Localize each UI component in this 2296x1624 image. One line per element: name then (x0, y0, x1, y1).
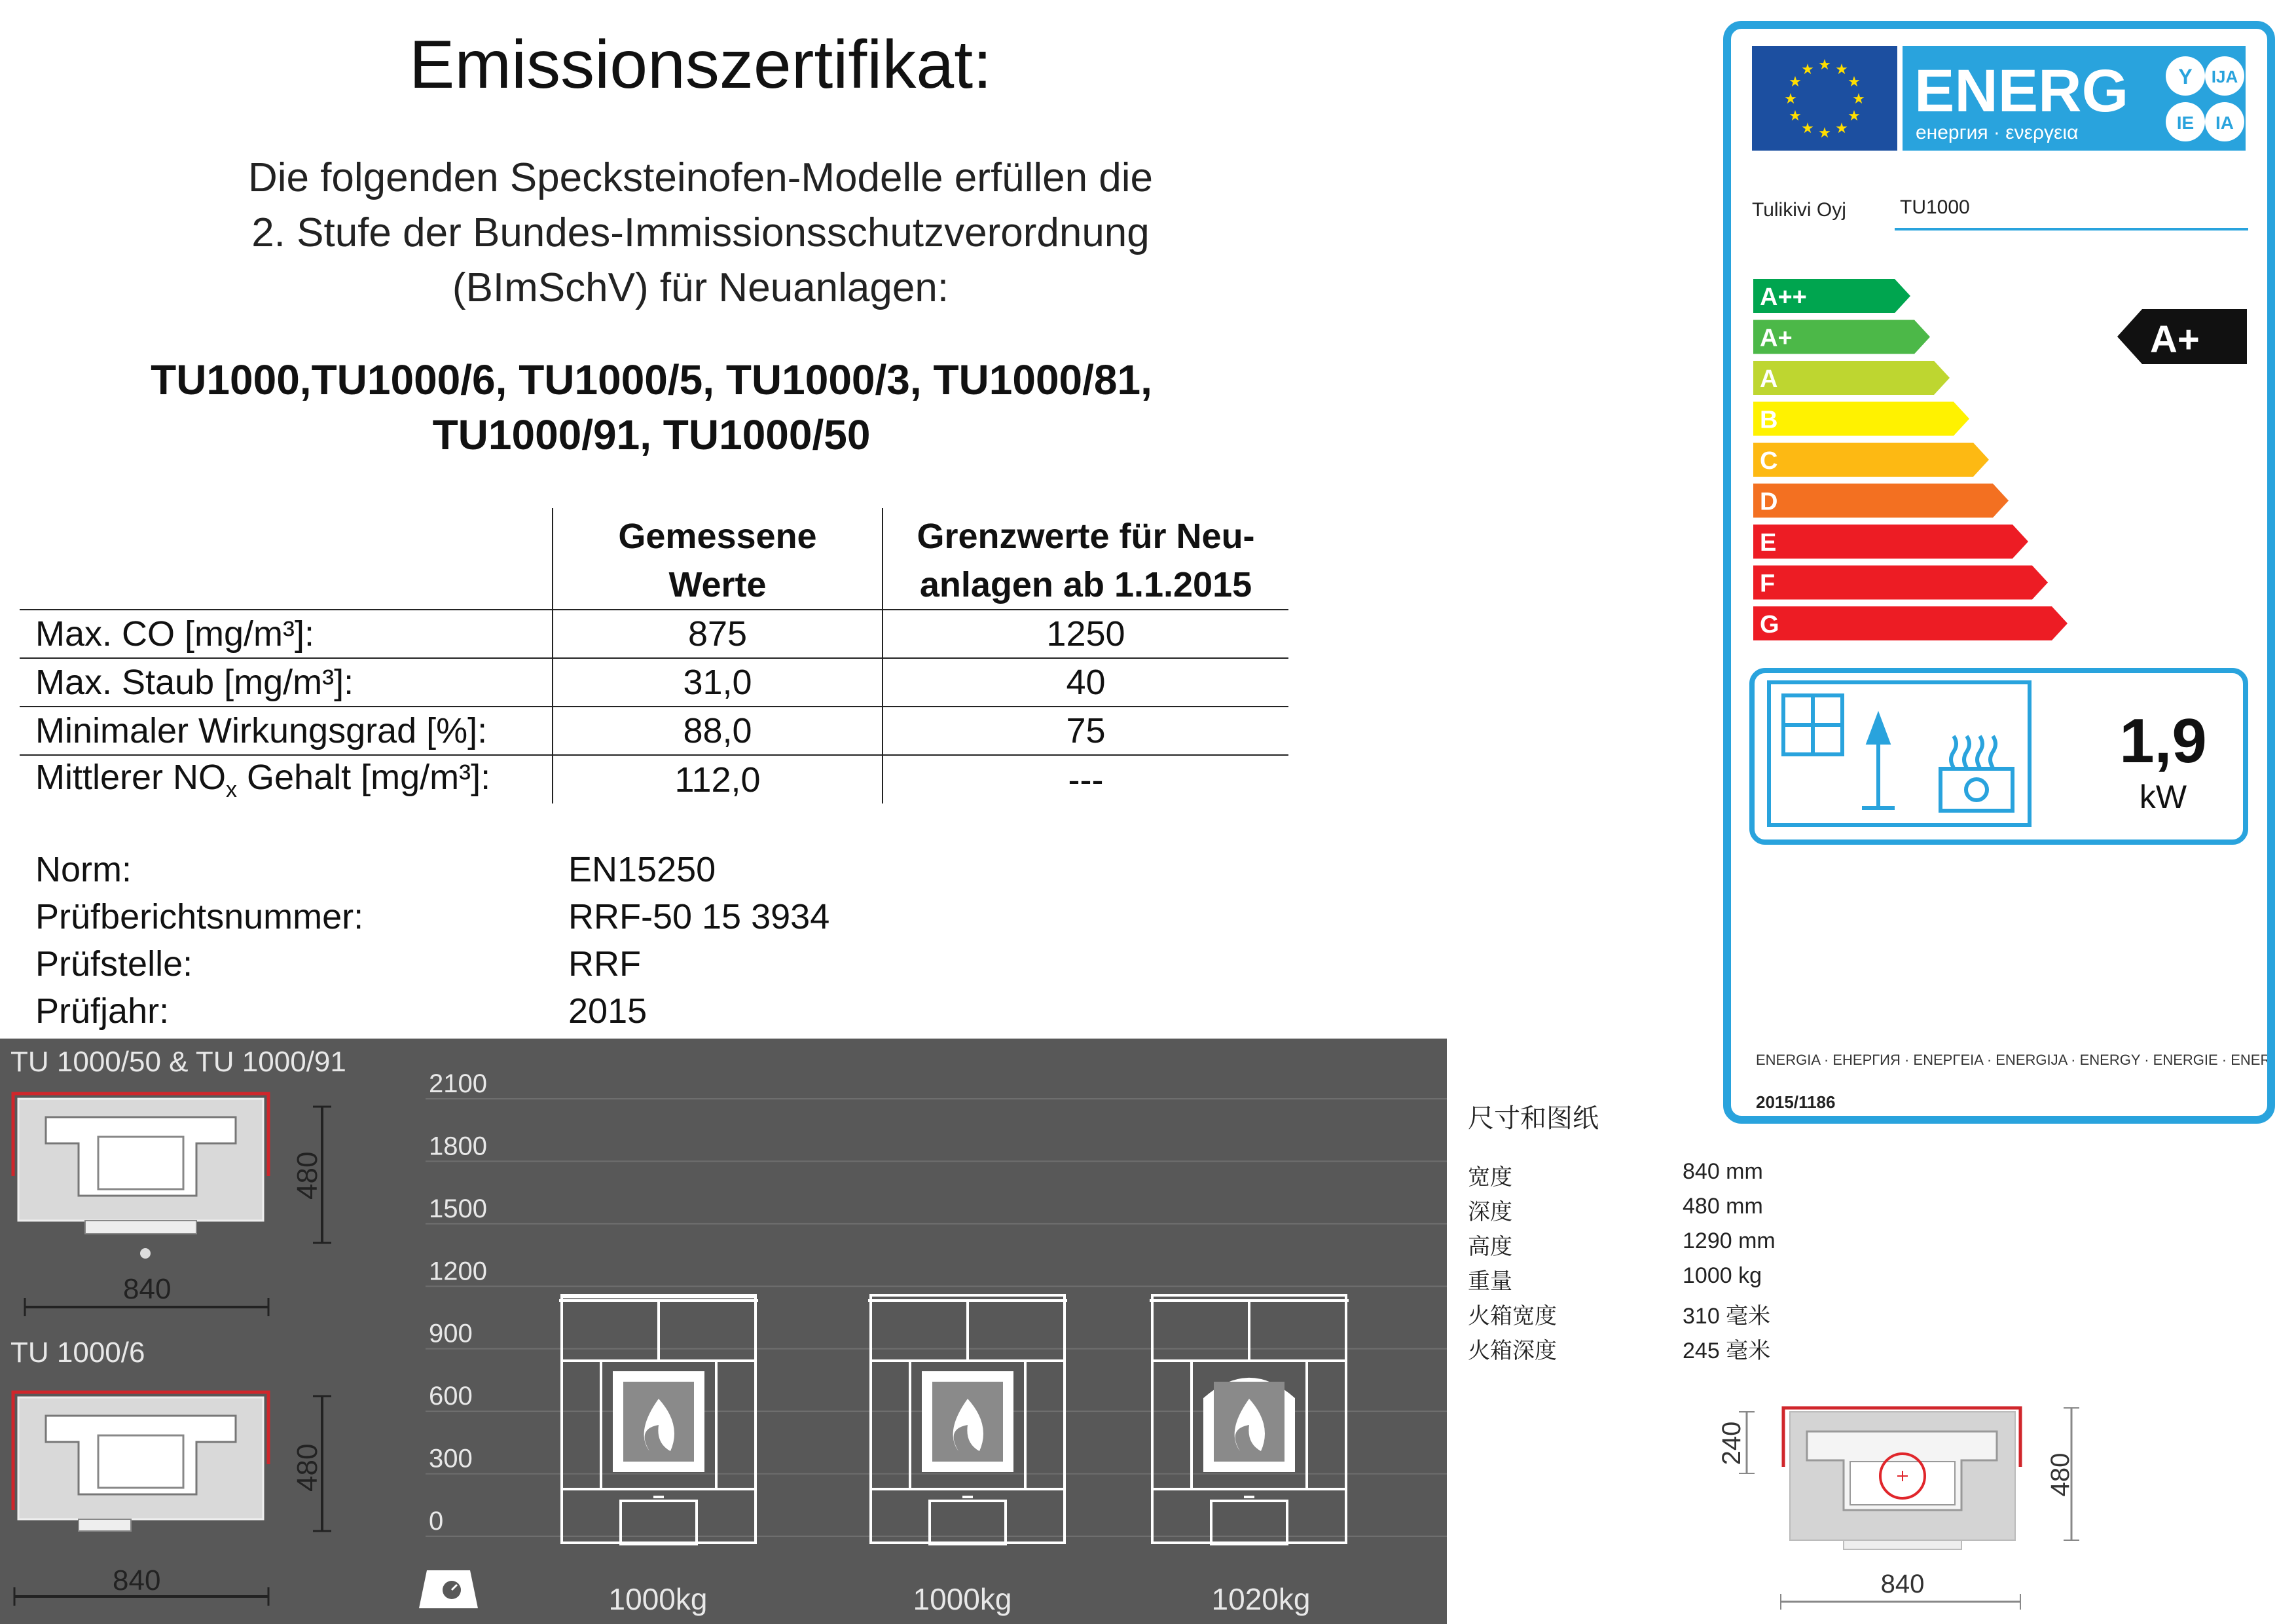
height-tick-label: 1200 (429, 1257, 487, 1286)
dimension-key: 火箱宽度 (1468, 1304, 1557, 1329)
front-view-2-weight: 1000kg (913, 1582, 1012, 1616)
top-view-1-plan (13, 1094, 331, 1316)
energy-class-bar (1753, 525, 2028, 559)
model-name: TU1000 (1900, 196, 1970, 218)
energy-class-bar (1753, 484, 2009, 518)
energy-class-label: A+ (1760, 324, 1793, 352)
dimension-value: 245 毫米 (1683, 1338, 1771, 1363)
height-tick-label: 300 (429, 1444, 473, 1473)
meta-key: Prüfberichtsnummer: (35, 897, 364, 936)
efficiency-class-scale (1753, 279, 2068, 640)
intro-line: (BImSchV) für Neuanlagen: (452, 265, 949, 310)
badge-ie: IE (2176, 113, 2195, 133)
meta-value: RRF (568, 944, 641, 984)
energy-class-label: A++ (1760, 284, 1807, 311)
front-views (559, 1295, 1349, 1544)
technical-drawing-panel (0, 1039, 1447, 1624)
dimension-value: 480 mm (1683, 1194, 1763, 1219)
energy-class-bar (1753, 443, 1989, 477)
power-value: 1,9 (2119, 706, 2207, 776)
eu-star: ★ (1784, 90, 1797, 107)
energy-class-bar (1753, 606, 2068, 640)
footer-languages: ENERGIA · ЕНЕРГИЯ · ΕΝΕΡΓΕΙΑ · ENERGIJA · ENERGY · ENERGIE · ENERGI (1756, 1052, 2267, 1068)
row-label (20, 755, 553, 803)
power-unit: kW (2139, 779, 2187, 815)
model-list (0, 352, 1303, 462)
dimension-row (1468, 1333, 1861, 1367)
meta-row (35, 846, 952, 893)
energy-header-word: ENERG (1914, 58, 2129, 124)
eu-star: ★ (1818, 56, 1831, 73)
eu-star: ★ (1789, 73, 1802, 90)
front-view-1-weight: 1000kg (608, 1582, 708, 1616)
top-view-1-width: 840 (123, 1273, 172, 1305)
meta-row (35, 987, 952, 1035)
energy-label-svg (1731, 29, 2267, 1116)
table-row (20, 658, 1288, 707)
dimensions-list (1468, 1159, 1861, 1367)
height-tick-label: 1500 (429, 1194, 487, 1223)
table-header-limit (883, 508, 1288, 610)
dimension-value: 1290 mm (1683, 1228, 1776, 1253)
dimension-key: 重量 (1468, 1269, 1512, 1294)
front-view-3-weight: 1020kg (1211, 1582, 1311, 1616)
energy-class-bar (1753, 566, 2048, 600)
meta-key: Prüfjahr: (35, 991, 170, 1031)
row-label-sub: x (226, 777, 238, 802)
plan-depth: 480 (2046, 1452, 2075, 1497)
table-row (20, 755, 1288, 803)
model-line: TU1000,TU1000/6, TU1000/5, TU1000/3, TU1000/81, (151, 356, 1152, 403)
dimension-row (1468, 1298, 1861, 1333)
row-limit: 40 (883, 658, 1288, 707)
meta-value: EN15250 (568, 850, 716, 889)
top-view-1-label: TU 1000/50 & TU 1000/91 (10, 1046, 346, 1078)
weight-scale-icon (419, 1570, 478, 1608)
dimension-key: 宽度 (1468, 1165, 1512, 1190)
regulation-number: 2015/1186 (1756, 1092, 1836, 1112)
badge-ija: IJA (2211, 67, 2238, 86)
dimension-row (1468, 1228, 1861, 1263)
header-line: Gemessene (618, 517, 817, 556)
eu-star: ★ (1848, 73, 1861, 90)
front-view-stove (868, 1295, 1067, 1544)
table-header-measured (553, 508, 883, 610)
certificate-intro (0, 151, 1401, 316)
meta-key: Prüfstelle: (35, 944, 193, 984)
dimension-value: 310 毫米 (1683, 1304, 1771, 1329)
energy-class-label: G (1760, 611, 1779, 638)
row-label-post: Gehalt [mg/m³]: (237, 757, 491, 797)
test-metadata (35, 846, 952, 1035)
height-tick-label: 0 (429, 1507, 444, 1536)
dimension-key: 火箱深度 (1468, 1338, 1557, 1363)
header-line: Werte (668, 565, 767, 604)
certificate-title: Emissionszertifikat: (409, 27, 992, 103)
emission-table (20, 508, 1288, 803)
drawing-svg (0, 1039, 1447, 1624)
meta-row (35, 940, 952, 987)
row-measured: 31,0 (553, 658, 883, 707)
dimension-key: 深度 (1468, 1200, 1512, 1225)
meta-value: RRF-50 15 3934 (568, 897, 830, 936)
dimension-key: 高度 (1468, 1234, 1512, 1259)
energy-label (1723, 21, 2275, 1124)
dimension-row (1468, 1263, 1861, 1298)
badge-ia: IA (2215, 113, 2234, 133)
energy-header-sub: енергия · ενεργεια (1916, 122, 2079, 143)
energy-class-bar (1753, 402, 1969, 436)
badge-y: Y (2178, 65, 2193, 88)
eu-star: ★ (1835, 120, 1848, 137)
energy-class-label: C (1760, 447, 1778, 475)
front-view-stove (559, 1295, 758, 1544)
meta-value: 2015 (568, 991, 647, 1031)
dimensions-title: 尺寸和图纸 (1468, 1104, 1599, 1133)
dimension-row (1468, 1194, 1861, 1228)
row-measured: 88,0 (553, 707, 883, 755)
top-view-2-label: TU 1000/6 (10, 1337, 145, 1369)
energy-class-bar (1753, 361, 1950, 395)
dimension-value: 1000 kg (1683, 1263, 1762, 1288)
table-header-empty (20, 508, 553, 610)
meta-row (35, 893, 952, 940)
eu-star: ★ (1848, 107, 1861, 124)
table-header-row (20, 508, 1288, 610)
table-row (20, 610, 1288, 658)
top-view-1-depth: 480 (291, 1151, 323, 1200)
height-tick-label: 1800 (429, 1132, 487, 1161)
row-limit: --- (883, 755, 1288, 803)
row-limit: 1250 (883, 610, 1288, 658)
row-measured: 875 (553, 610, 883, 658)
intro-line: 2. Stufe der Bundes-Immissionsschutzverordnung (251, 210, 1150, 255)
energy-class-label: A (1760, 365, 1778, 393)
plan-drawing (1702, 1388, 2095, 1617)
top-view-2-depth: 480 (291, 1443, 323, 1492)
model-line: TU1000/91, TU1000/50 (432, 411, 871, 458)
intro-line: Die folgenden Specksteinofen-Modelle erfüllen die (247, 155, 1154, 200)
eu-star: ★ (1789, 107, 1802, 124)
eu-star: ★ (1801, 120, 1814, 137)
top-view-2-width: 840 (113, 1564, 161, 1596)
plan-drawing-svg (1702, 1388, 2095, 1617)
top-view-2-plan (13, 1392, 331, 1606)
eu-star: ★ (1801, 60, 1814, 77)
eu-star: ★ (1835, 60, 1848, 77)
row-label-pre: Mittlerer NO (35, 757, 227, 797)
row-label: Minimaler Wirkungsgrad [%]: (20, 707, 553, 755)
energy-class-label: E (1760, 529, 1777, 557)
row-label: Max. CO [mg/m³]: (20, 610, 553, 658)
header-line: anlagen ab 1.1.2015 (919, 565, 1252, 604)
plan-firebox-depth: 240 (1717, 1421, 1746, 1466)
meta-key: Norm: (35, 850, 132, 889)
dimension-row (1468, 1159, 1861, 1194)
energy-class-label: F (1760, 570, 1776, 598)
supplier-name: Tulikivi Oyj (1752, 199, 1846, 221)
rating-value: A+ (2150, 318, 2200, 361)
table-row (20, 707, 1288, 755)
height-tick-label: 900 (429, 1319, 473, 1348)
row-measured: 112,0 (553, 755, 883, 803)
height-tick-label: 2100 (429, 1069, 487, 1098)
energy-class-label: D (1760, 488, 1778, 516)
eu-star: ★ (1852, 90, 1865, 107)
height-tick-label: 600 (429, 1382, 473, 1411)
eu-star: ★ (1818, 124, 1831, 141)
row-label: Max. Staub [mg/m³]: (20, 658, 553, 707)
plan-width: 840 (1880, 1570, 1925, 1598)
header-line: Grenzwerte für Neu- (917, 517, 1255, 556)
dimension-value: 840 mm (1683, 1159, 1763, 1184)
energy-class-label: B (1760, 406, 1778, 434)
row-limit: 75 (883, 707, 1288, 755)
front-view-stove (1150, 1295, 1349, 1544)
